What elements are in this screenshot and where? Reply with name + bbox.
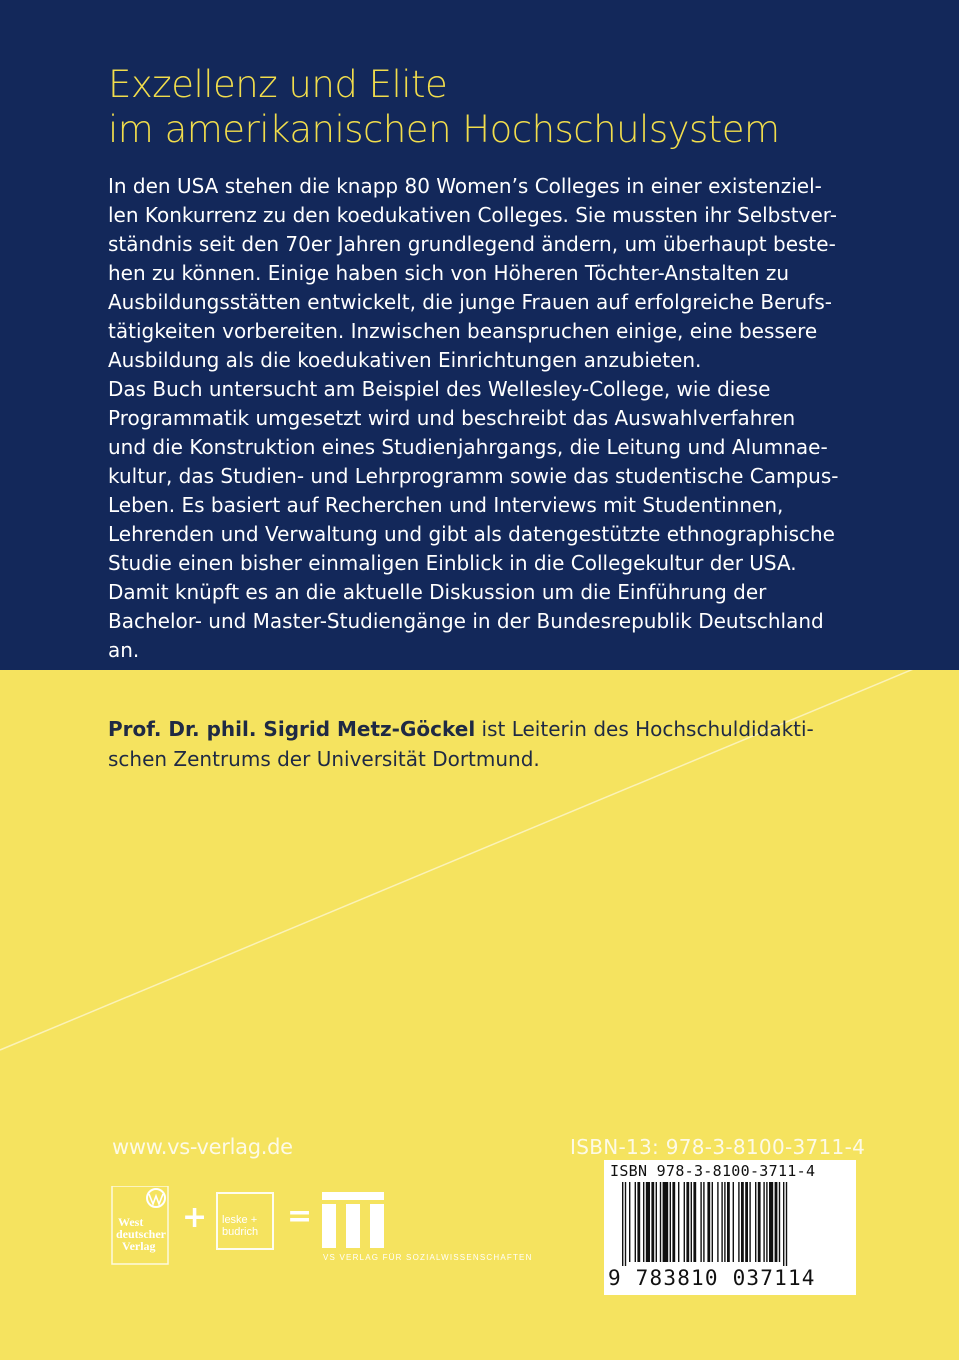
- book-title: [108, 62, 908, 152]
- title-line-1: Exzellenz und Elite: [108, 63, 448, 106]
- description-line: Lehrenden und Verwaltung und gibt als datengestützte ethnographische: [108, 522, 835, 546]
- svg-text:deutscher: deutscher: [116, 1227, 166, 1241]
- svg-text:West: West: [118, 1215, 144, 1229]
- top-description-panel: [0, 0, 959, 670]
- description-line: Das Buch untersucht am Beispiel des Wellesley-College, wie diese: [108, 377, 771, 401]
- description-line: In den USA stehen die knapp 80 Women’s Colleges in einer existenziel-: [108, 174, 822, 198]
- description-line: tätigkeiten vorbereiten. Inzwischen beanspruchen einige, eine bessere: [108, 319, 818, 343]
- barcode-bars: [604, 1182, 856, 1266]
- description-line: und die Konstruktion eines Studienjahrgangs, die Leitung und Alumnae-: [108, 435, 828, 459]
- description-line: Ausbildungsstätten entwickelt, die junge Frauen auf erfolgreiche Berufs-: [108, 290, 832, 314]
- description-line: Bachelor- und Master-Studiengänge in der Bundesrepublik Deutschland: [108, 609, 824, 633]
- plus-sign: +: [182, 1200, 208, 1235]
- westdeutscher-verlag-logo: [110, 1186, 170, 1266]
- equals-sign: =: [287, 1199, 313, 1234]
- publisher-url[interactable]: www.vs-verlag.de: [112, 1135, 293, 1159]
- description-line: Ausbildung als die koedukativen Einrichtungen anzubieten.: [108, 348, 702, 372]
- description-line: Leben. Es basiert auf Recherchen und Interviews mit Studentinnen,: [108, 493, 784, 517]
- svg-text:Verlag: Verlag: [122, 1239, 156, 1253]
- barcode-isbn-header: ISBN 978-3-8100-3711-4: [610, 1162, 816, 1180]
- description-line: ständnis seit den 70er Jahren grundlegend ändern, um überhaupt beste-: [108, 232, 836, 256]
- description-line: len Konkurrenz zu den koedukativen Colleges. Sie mussten ihr Selbstver-: [108, 203, 837, 227]
- isbn-barcode: [604, 1160, 856, 1295]
- author-bio-line-2: schen Zentrums der Universität Dortmund.: [108, 747, 540, 771]
- isbn-label: ISBN-13: 978-3-8100-3711-4: [570, 1135, 866, 1159]
- leske-budrich-logo: [216, 1192, 274, 1250]
- leske-text: leske +: [222, 1214, 258, 1226]
- description-line: Studie einen bisher einmaligen Einblick in die Collegekultur der USA.: [108, 551, 797, 575]
- author-name: Prof. Dr. phil. Sigrid Metz-Göckel: [108, 717, 476, 741]
- author-bio: [108, 714, 908, 774]
- description-line: Programmatik umgesetzt wird und beschreibt das Auswahlverfahren: [108, 406, 796, 430]
- barcode-digits: 9 783810 037114: [608, 1266, 816, 1290]
- description-line: kultur, das Studien- und Lehrprogramm sowie das studentische Campus-: [108, 464, 839, 488]
- budrich-text: budrich: [222, 1226, 259, 1238]
- description-text: [108, 172, 908, 665]
- vs-verlag-logo: [322, 1192, 384, 1248]
- author-bio-line-1: ist Leiterin des Hochschuldidakti-: [475, 717, 814, 741]
- description-line: an.: [108, 638, 140, 662]
- description-line: Damit knüpft es an die aktuelle Diskussion um die Einführung der: [108, 580, 767, 604]
- vs-verlag-caption: VS VERLAG FÜR SOZIALWISSENSCHAFTEN: [323, 1253, 533, 1262]
- description-line: hen zu können. Einige haben sich von Höheren Töchter-Anstalten zu: [108, 261, 790, 285]
- title-line-2: im amerikanischen Hochschulsystem: [108, 108, 780, 151]
